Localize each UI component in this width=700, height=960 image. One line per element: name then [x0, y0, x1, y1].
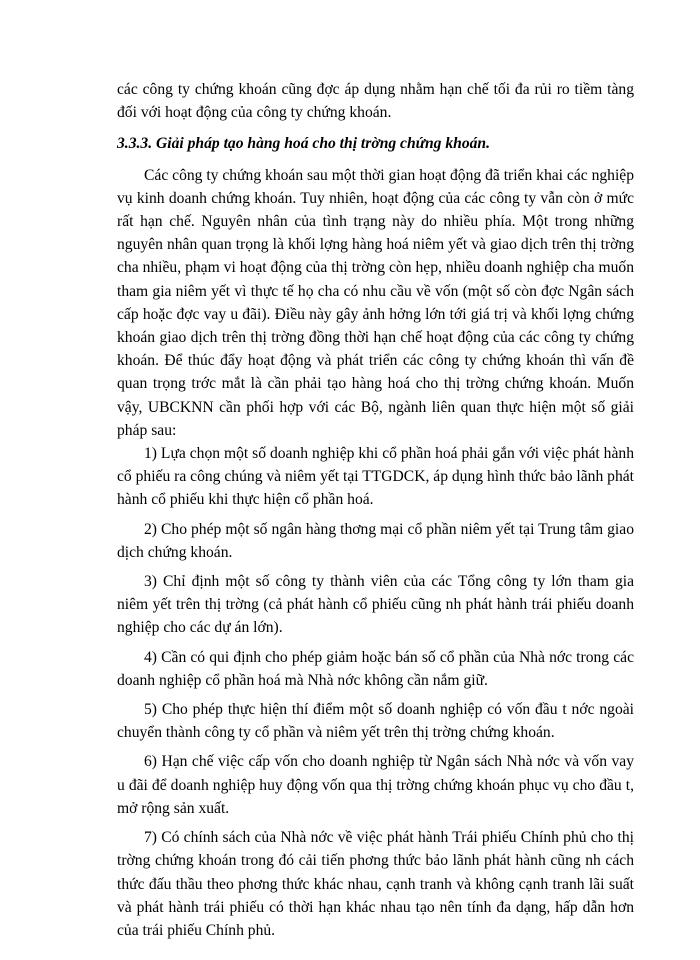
solution-item-5: 5) Cho phép thực hiện thí điểm một số doanh nghiệp có vốn đầu t nớc ngoài chuyển thành công ty cổ phần và niêm yết trên thị trờng chứng khoán.	[117, 701, 634, 742]
solution-item-4: 4) Cần có qui định cho phép giảm hoặc bán số cổ phần của Nhà nớc trong các doanh nghiệp cổ phần hoá mà Nhà nớc không cần nắm giữ.	[117, 648, 634, 689]
solution-item-1: 1) Lựa chọn một số doanh nghiệp khi cổ phần hoá phải gắn với việc phát hành cổ phiếu ra công chúng và niêm yết tại TTGDCK, áp dụng hình thức bảo lãnh phát hành cổ phiếu khi thực hiện cổ phần hoá.	[117, 445, 634, 509]
section-heading: 3.3.3. Giải pháp tạo hàng hoá cho thị trờng chứng khoán.	[117, 135, 490, 153]
solution-item-6: 6) Hạn chế việc cấp vốn cho doanh nghiệp từ Ngân sách Nhà nớc và vốn vay u đãi để doanh nghiệp huy động vốn qua thị trờng chứng khoán phục vụ cho đầu t, mở rộng sản xuất.	[117, 753, 634, 817]
opening-paragraph: các công ty chứng khoán cũng đợc áp dụng nhằm hạn chế tối đa rủi ro tiềm tàng đối với hoạt động của công ty chứng khoán.	[117, 81, 634, 122]
solution-item-2: 2) Cho phép một số ngân hàng thơng mại cổ phần niêm yết tại Trung tâm giao dịch chứng khoán.	[117, 520, 634, 561]
solution-item-7: 7) Có chính sách của Nhà nớc về việc phát hành Trái phiếu Chính phủ cho thị trờng chứng khoán trong đó cải tiến phơng thức bảo lãnh phát hành cũng nh cách thức đấu thầu theo phơng thức khác nhau, cạnh tranh và không cạnh tranh lãi suất và phát hành trái phiếu có thời hạn khác nhau tạo nên tính đa dạng, hấp dẫn hơn của trái phiếu Chính phủ.	[117, 829, 634, 939]
intro-paragraph: Các công ty chứng khoán sau một thời gian hoạt động đã triển khai các nghiệp vụ kinh doanh chứng khoán. Tuy nhiên, hoạt động của các công ty vẫn còn ở mức rất hạn chế. Nguyên nhân của tình trạng này do nhiều phía. Một trong những nguyên nhân quan trọng là khối lợng hàng hoá niêm yết và giao dịch trên thị trờng cha nhiều, phạm vi hoạt động của thị trờng còn hẹp, nhiều doanh nghiệp cha muốn tham gia niêm yết vì thực tế họ cha có nhu cầu về vốn (một số còn đợc Ngân sách cấp hoặc đợc vay u đãi). Điều này gây ảnh hởng lớn tới giá trị và khối lợng chứng khoán giao dịch trên thị trờng đồng thời hạn chế hoạt động của các công ty chứng khoán. Để thúc đẩy hoạt động và phát triển các công ty chứng khoán thì vấn đề quan trọng trớc mắt là cần phải tạo hàng hoá cho thị trờng chứng khoán. Muốn vậy, UBCKNN cần phối hợp với các Bộ, ngành liên quan thực hiện một số giải pháp sau:	[117, 166, 635, 439]
solution-item-3: 3) Chỉ định một số công ty thành viên của các Tổng công ty lớn tham gia niêm yết trên thị trờng (cả phát hành cổ phiếu cũng nh phát hành trái phiếu doanh nghiệp cho các dự án lớn).	[117, 573, 634, 637]
document-page	[117, 78, 634, 942]
